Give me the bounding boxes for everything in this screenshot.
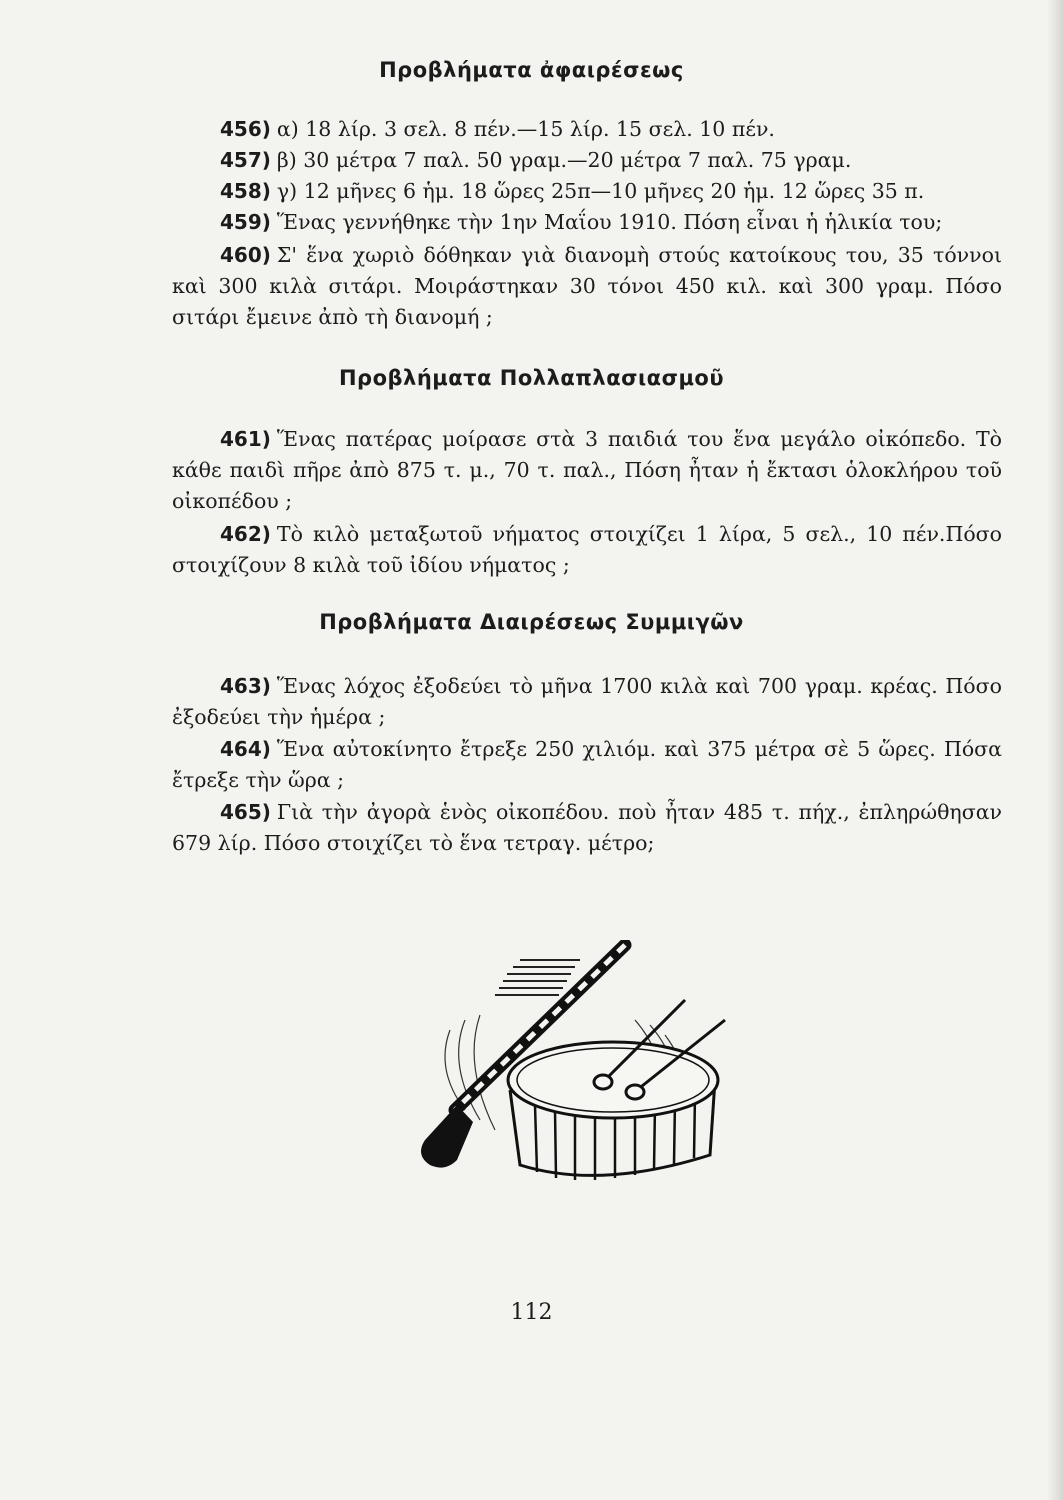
problem-458 [172,176,1002,207]
problem-463 [172,671,1002,733]
problem-465 [172,797,1002,859]
problem-text: Ἕνας γεννήθηκε τὴν 1ην Μαΐου 1910. Πόση εἶναι ἡ ἡλικία του; [276,210,943,234]
problem-number: 462) [220,522,271,546]
problem-456 [172,114,1002,145]
problem-text: α) 18 λίρ. 3 σελ. 8 πέν.—15 λίρ. 15 σελ. 10 πέν. [276,117,775,141]
heading-subtraction: Προβλήματα ἀφαιρέσεως [379,58,684,82]
problem-number: 457) [220,148,271,172]
problem-text: Ἕνα αὐτοκίνητο ἔτρεξε 250 χιλιόμ. καὶ 375 μέτρα σὲ 5 ὥρες. Πόσα ἔτρεξε τὴν ὥρα ; [172,737,1002,792]
heading-multiplication: Προβλήματα Πολλαπλασιασμοῦ [338,366,725,390]
drum-clarinet-illustration [395,940,755,1190]
problem-text: Ἕνας λόχος ἐξοδεύει τὸ μῆνα 1700 κιλὰ καὶ 700 γραμ. κρέας. Πόσο ἐξοδεύει τὴν ἡμέρα ; [172,674,1002,729]
page-number: 112 [510,1300,553,1325]
problem-461 [172,424,1002,517]
problem-text: β) 30 μέτρα 7 παλ. 50 γραμ.—20 μέτρα 7 παλ. 75 γραμ. [276,148,852,172]
problem-number: 456) [220,117,271,141]
problem-number: 459) [220,210,271,234]
problem-text: Τὸ κιλὸ μεταξωτοῦ νήματος στοιχίζει 1 λίρα, 5 σελ., 10 πέν.Πόσο στοιχίζουν 8 κιλὰ τοῦ ἰδίου νήματος ; [172,522,1002,577]
heading-division: Προβλήματα Διαιρέσεως Συμμιγῶν [319,610,744,634]
problem-number: 461) [220,427,271,451]
motion-lines [495,960,580,995]
problem-text: Ἕνας πατέρας μοίρασε στὰ 3 παιδιά του ἕνα μεγάλο οἰκόπεδο. Τὸ κάθε παιδὶ πῆρε ἀπὸ 875 τ. μ., 70 τ. παλ., Πόση ἦταν ἡ ἔκτασι ὁλοκλήρου τοῦ οἰκοπέδου ; [172,427,1002,513]
problem-number: 465) [220,800,271,824]
problem-number: 463) [220,674,271,698]
problem-457 [172,145,1002,176]
drum [508,1042,718,1180]
problem-text: Σ' ἕνα χωριὸ δόθηκαν γιὰ διανομὴ στούς κατοίκους του, 35 τόννοι καὶ 300 κιλὰ σιτάρι. Μοιράστηκαν 30 τόνοι 450 κιλ. καὶ 300 γραμ. Πόσο σιτάρι ἔμεινε ἀπὸ τὴ διανομή ; [172,243,1002,329]
problem-460 [172,240,1002,333]
problem-464 [172,734,1002,796]
problem-text: γ) 12 μῆνες 6 ἡμ. 18 ὥρες 25π—10 μῆνες 20 ἡμ. 12 ὥρες 35 π. [276,179,925,203]
problem-number: 460) [220,243,271,267]
problem-text: Γιὰ τὴν ἀγορὰ ἑνὸς οἰκοπέδου. ποὺ ἦταν 485 τ. πήχ., ἐπληρώθησαν 679 λίρ. Πόσο στοιχίζει τὸ ἕνα τετραγ. μέτρο; [172,800,1002,855]
problem-number: 458) [220,179,271,203]
problem-459 [172,207,1002,238]
page-edge-shadow [1047,0,1063,1500]
problem-number: 464) [220,737,271,761]
problem-462 [172,519,1002,581]
